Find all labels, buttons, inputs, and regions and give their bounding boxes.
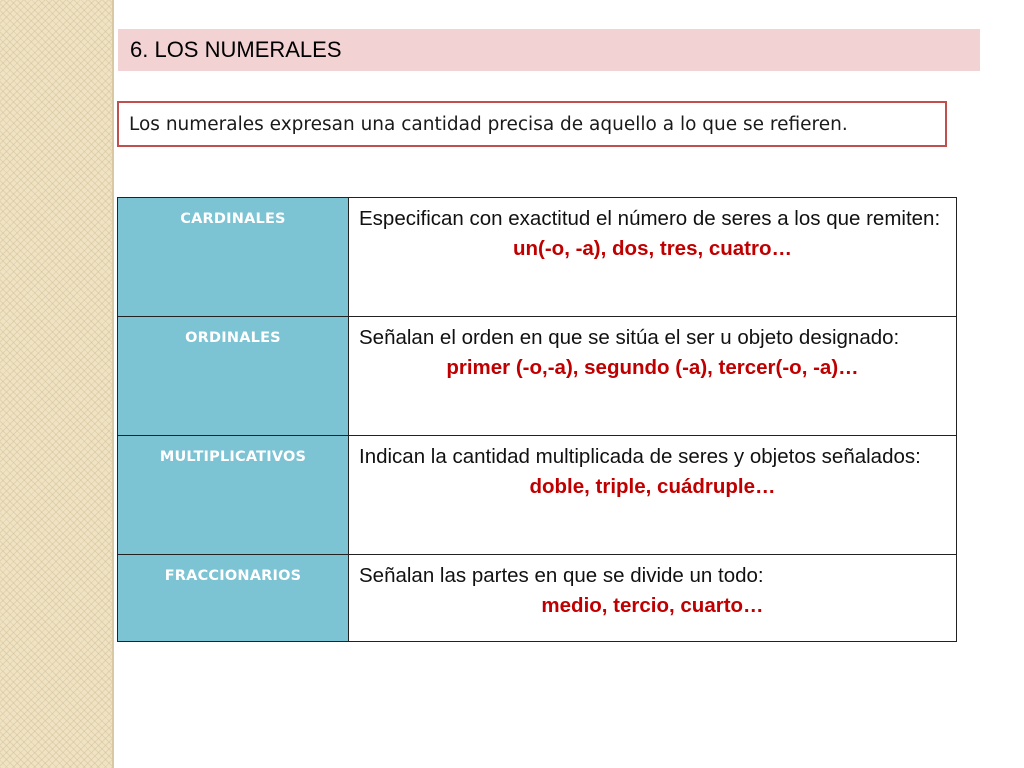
description-cell [349,198,957,317]
description-cell [349,436,957,555]
table-row-cardinales [118,198,957,317]
type-cell: MULTIPLICATIVOS [118,436,349,555]
numerales-table [117,197,957,642]
examples-text: primer (-o,-a), segundo (-a), tercer(-o, -a)… [446,355,859,379]
description-cell [349,317,957,436]
examples-text: doble, triple, cuádruple… [529,474,776,498]
description-text: Señalan el orden en que se sitúa el ser u objeto designado: [359,326,900,349]
slide-title [118,29,980,71]
type-cell: FRACCIONARIOS [118,555,349,642]
examples-text: medio, tercio, cuarto… [541,593,764,617]
description-cell [349,555,957,642]
description-text: Especifican con exactitud el número de seres a los que remiten: [359,207,941,230]
description-text: Indican la cantidad multiplicada de seres y objetos señalados: [359,445,921,468]
definition-box [117,101,947,147]
decorative-side-strip [0,0,114,768]
table-row-ordinales [118,317,957,436]
type-cell: CARDINALES [118,198,349,317]
examples-text: un(-o, -a), dos, tres, cuatro… [512,236,793,260]
type-cell: ORDINALES [118,317,349,436]
description-text: Señalan las partes en que se divide un todo: [359,564,764,587]
table-row-multiplicativos [118,436,957,555]
slide-title-text: 6. LOS NUMERALES [130,37,342,62]
definition-text: Los numerales expresan una cantidad precisa de aquello a lo que se refieren. [129,113,848,135]
table-row-fraccionarios [118,555,957,642]
